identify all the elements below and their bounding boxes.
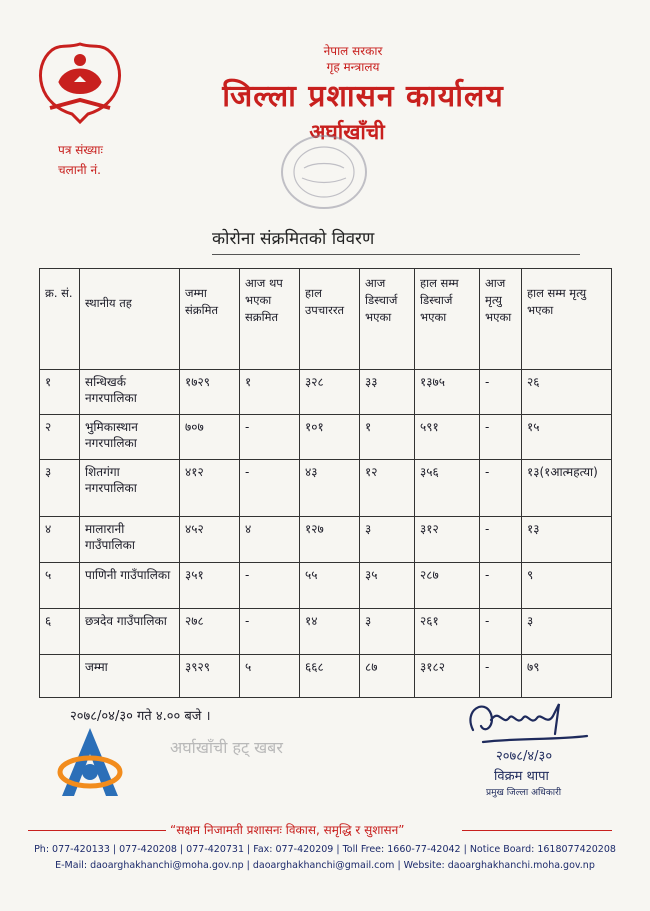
table-row <box>40 609 612 655</box>
table-row <box>40 517 612 563</box>
column-header: आज डिस्चार्ज भएका <box>360 269 415 370</box>
table-header-row <box>40 269 612 370</box>
ministry-name: गृह मन्त्रालय <box>326 60 380 74</box>
table-cell: - <box>240 563 300 609</box>
table-cell: - <box>480 370 522 415</box>
table-cell: पाणिनी गाउँपालिका <box>80 563 180 609</box>
column-header: हाल सम्म डिस्चार्ज भएका <box>415 269 480 370</box>
table-cell: १ <box>240 370 300 415</box>
column-header: जम्मा संक्रमित <box>180 269 240 370</box>
table-cell: - <box>480 563 522 609</box>
table-cell: ४ <box>40 517 80 563</box>
table-cell: ३ <box>40 460 80 517</box>
table-cell: ३१८२ <box>415 655 480 698</box>
table-cell: भुमिकास्थान नगरपालिका <box>80 415 180 460</box>
table-cell: ३५६ <box>415 460 480 517</box>
report-date-time: २०७८/०४/३० गते ४.०० बजे । <box>70 709 211 724</box>
office-seal-stamp <box>278 132 370 212</box>
table-cell: १३७५ <box>415 370 480 415</box>
column-header: आज मृत्यु भएका <box>480 269 522 370</box>
letter-number-label: पत्र संख्याः <box>58 143 103 157</box>
column-header: क्र. सं. <box>40 269 80 370</box>
covid-cases-table <box>39 268 612 698</box>
government-name: नेपाल सरकार <box>323 44 383 58</box>
table-cell: १४ <box>300 609 360 655</box>
table-cell: ३९२९ <box>180 655 240 698</box>
table-cell: ५ <box>240 655 300 698</box>
watermark-text: अर्घाखाँची हट् खबर <box>170 738 283 757</box>
table-cell: - <box>480 460 522 517</box>
table-cell: १५ <box>522 415 612 460</box>
column-header: हाल उपचाररत <box>300 269 360 370</box>
table-cell: १ <box>40 370 80 415</box>
footer-rule-left <box>28 830 166 831</box>
table-cell: ८७ <box>360 655 415 698</box>
table-cell: ५ <box>40 563 80 609</box>
footer-contact-email: E-Mail: daoarghakhanchi@moha.gov.np | daoarghakhanchi@gmail.com | Website: daoarghakhanchi.moha.gov.np <box>55 860 595 871</box>
table-cell: ३ <box>360 609 415 655</box>
table-cell: - <box>480 655 522 698</box>
table-cell: ३ <box>522 609 612 655</box>
table-cell: १३ <box>522 517 612 563</box>
column-header: हाल सम्म मृत्यु भएका <box>522 269 612 370</box>
table-cell: ४५२ <box>180 517 240 563</box>
district-name: अर्घाखाँची <box>309 120 385 144</box>
table-cell: शितगंगा नगरपालिका <box>80 460 180 517</box>
footer-contact-phone: Ph: 077-420133 | 077-420208 | 077-420731 | Fax: 077-420209 | Toll Free: 1660-77-42042 | Notice Board: 1618077420208 <box>34 844 616 855</box>
table-cell: ६६८ <box>300 655 360 698</box>
table-cell: - <box>240 460 300 517</box>
footer-motto: “सक्षम निजामती प्रशासनः विकास, समृद्धि र सुशासन” <box>170 823 405 837</box>
table-cell: १ <box>360 415 415 460</box>
table-cell <box>40 655 80 698</box>
signatory-name: विक्रम थापा <box>494 769 549 784</box>
table-cell: १२७ <box>300 517 360 563</box>
footer-rule-right <box>462 830 612 831</box>
table-cell: १०१ <box>300 415 360 460</box>
table-cell: ५५ <box>300 563 360 609</box>
table-cell: २८७ <box>415 563 480 609</box>
table-cell: ४१२ <box>180 460 240 517</box>
table-cell: ९ <box>522 563 612 609</box>
signatory-title: प्रमुख जिल्ला अधिकारी <box>486 788 562 798</box>
table-cell: ५९१ <box>415 415 480 460</box>
table-cell: छत्रदेव गाउँपालिका <box>80 609 180 655</box>
table-cell: २७८ <box>180 609 240 655</box>
table-cell: ३२८ <box>300 370 360 415</box>
table-cell: २ <box>40 415 80 460</box>
table-cell: - <box>240 415 300 460</box>
table-cell: जम्मा <box>80 655 180 698</box>
table-cell: - <box>480 415 522 460</box>
table-cell: सन्धिखर्क नगरपालिका <box>80 370 180 415</box>
table-row <box>40 370 612 415</box>
table-cell: ६ <box>40 609 80 655</box>
column-header: स्थानीय तह <box>80 269 180 370</box>
table-cell: ३५ <box>360 563 415 609</box>
title-underline <box>212 254 580 255</box>
column-header: आज थप भएका सक्रमित <box>240 269 300 370</box>
document-title: कोरोना संक्रमितको विवरण <box>212 229 375 249</box>
news-logo-icon <box>50 722 130 802</box>
table-row <box>40 415 612 460</box>
table-cell: १७२९ <box>180 370 240 415</box>
table-cell: मालारानी गाउँपालिका <box>80 517 180 563</box>
table-cell: ४ <box>240 517 300 563</box>
table-cell: - <box>240 609 300 655</box>
dispatch-number-label: चलानी नं. <box>58 163 101 177</box>
signature-date: २०७८/४/३० <box>496 749 553 764</box>
table-cell: ३३ <box>360 370 415 415</box>
table-cell: ७०७ <box>180 415 240 460</box>
table-cell: ३ <box>360 517 415 563</box>
table-cell: २६१ <box>415 609 480 655</box>
table-cell: १२ <box>360 460 415 517</box>
office-name: जिल्ला प्रशासन कार्यालय <box>222 79 504 114</box>
table-row <box>40 460 612 517</box>
table-cell: ७९ <box>522 655 612 698</box>
table-cell: ४३ <box>300 460 360 517</box>
table-cell: १३(१आत्महत्या) <box>522 460 612 517</box>
table-cell: ३५१ <box>180 563 240 609</box>
table-cell: - <box>480 609 522 655</box>
table-cell: २६ <box>522 370 612 415</box>
table-cell: ३१२ <box>415 517 480 563</box>
table-cell: - <box>480 517 522 563</box>
table-row <box>40 563 612 609</box>
